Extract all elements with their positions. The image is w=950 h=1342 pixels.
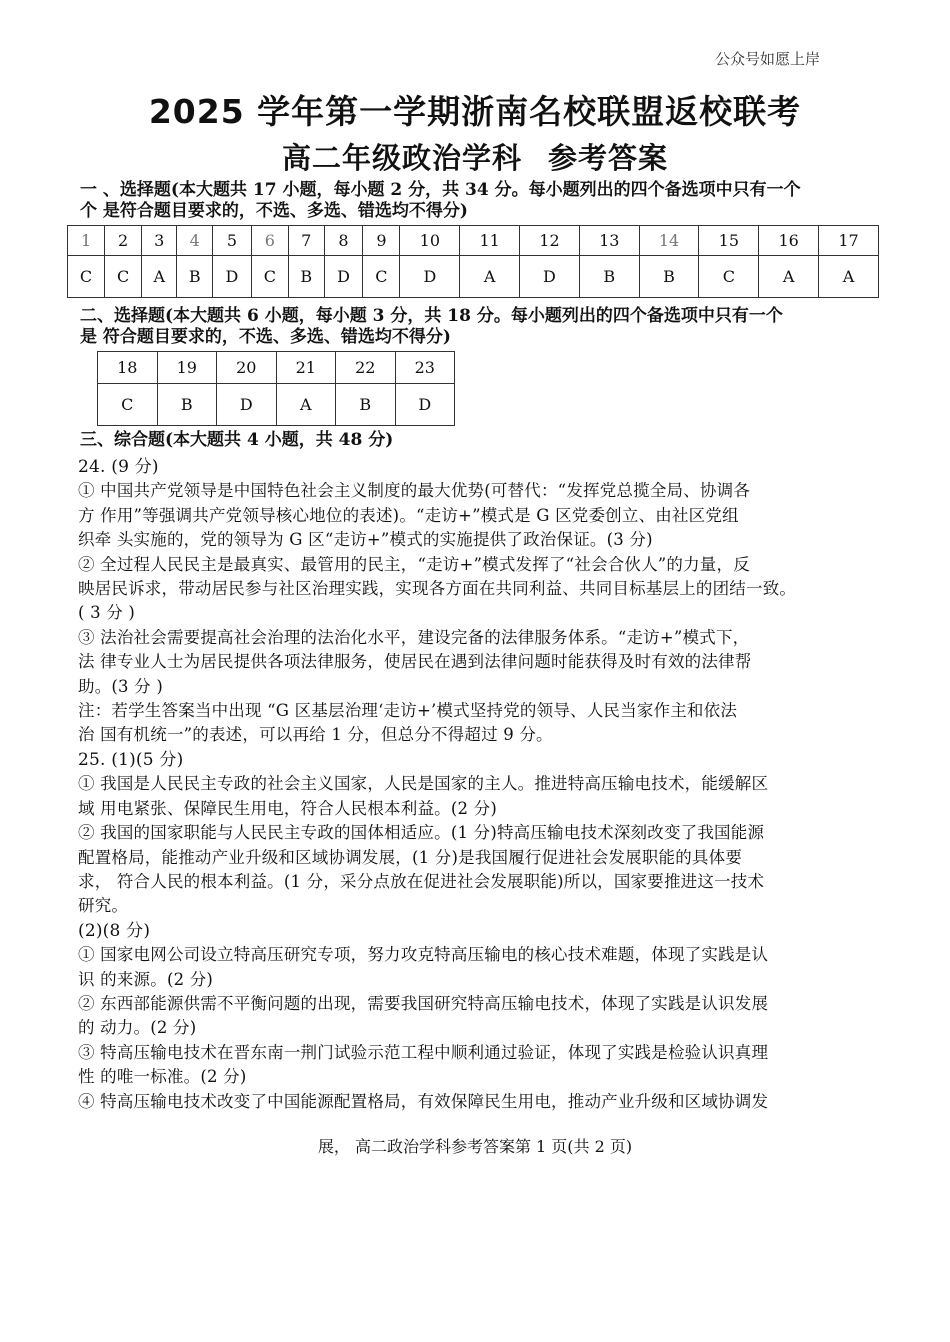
question-number-cell: 10: [400, 226, 460, 256]
section2-heading: [80, 306, 783, 348]
section1-answer-table: [67, 225, 879, 298]
answer-text-line: ① 我国是人民民主专政的社会主义国家，人民是国家的主人。推进特高压输电技术，能缓解区: [78, 774, 769, 794]
question-number-cell: 3: [142, 226, 177, 256]
section1-heading-line1: 一 、选择题(本大题共 17 小题，每小题 2 分，共 34 分。每小题列出的四个备选项中只有一个: [80, 180, 801, 200]
answer-text-line: 25. (1)(5 分): [78, 749, 184, 770]
answer-text-line: ② 东西部能源供需不平衡问题的出现，需要我国研究特高压输电技术，体现了实践是认识发展: [78, 993, 769, 1013]
answer-text-line: 研究。: [78, 896, 129, 916]
page-footer: 展， 高二政治学科参考答案第 1 页(共 2 页): [317, 1137, 633, 1156]
question-number-cell: 20: [217, 352, 277, 384]
answer-letter-cell: D: [324, 256, 363, 298]
answer-text-line: 映居民诉求，带动居民参与社区治理实践，实现各方面在共同利益、共同目标基层上的团结一致。: [78, 579, 797, 599]
answer-letter-cell: D: [400, 256, 460, 298]
question-number-cell: 1: [68, 226, 105, 256]
answer-text-line: ① 中国共产党领导是中国特色社会主义制度的最大优势(可替代：“发挥党总揽全局、协调各: [78, 481, 751, 501]
question-number-cell: 13: [579, 226, 639, 256]
answer-text-line: 治 国有机统一”的表述，可以再给 1 分，但总分不得超过 9 分。: [78, 725, 553, 745]
answer-letter-cell: B: [639, 256, 699, 298]
answer-text-line: ② 全过程人民民主是最真实、最管用的民主，“走访+”模式发挥了“社会合伙人”的力量，反: [78, 554, 750, 574]
answer-text-line: ③ 特高压输电技术在晋东南一荆门试验示范工程中顺利通过验证，体现了实践是检验认识真理: [78, 1042, 769, 1062]
answer-letter-cell: D: [213, 256, 252, 298]
answer-text-line: (2)(8 分): [78, 920, 151, 941]
answer-text-line: ② 我国的国家职能与人民民主专政的国体相适应。(1 分)特高压输电技术深刻改变了我国能源: [78, 823, 765, 843]
section3-body: [78, 455, 878, 1114]
watermark-text: 公众号如愿上岸: [714, 50, 820, 68]
answer-text-line: 识 的来源。(2 分): [78, 969, 214, 989]
answer-text-line: 方 作用”等强调共产党领导核心地位的表述)。“走访+”模式是 G 区党委创立、由社区党组: [78, 505, 739, 525]
answer-text-line: 织牵 头实施的，党的领导为 G 区“走访+”模式的实施提供了政治保证。(3 分): [78, 530, 653, 550]
question-number-cell: 19: [157, 352, 217, 384]
answer-text-line: 法 律专业人士为居民提供各项法律服务，使居民在遇到法律问题时能获得及时有效的法律帮: [78, 652, 752, 672]
question-number-cell: 6: [251, 226, 288, 256]
answer-text-line: ④ 特高压输电技术改变了中国能源配置格局，有效保障民生用电，推动产业升级和区域协调发: [78, 1091, 769, 1111]
question-number-cell: 15: [699, 226, 759, 256]
answer-text-line: 域 用电紧张、保障民生用电，符合人民根本利益。(2 分): [78, 798, 497, 818]
question-number-cell: 23: [395, 352, 455, 384]
question-number-cell: 17: [819, 226, 879, 256]
answer-letter-cell: C: [363, 256, 400, 298]
answer-letter-cell: A: [276, 384, 336, 426]
answer-text-line: 配置格局，能推动产业升级和区域协调发展，(1 分)是我国履行促进社会发展职能的具体要: [78, 847, 743, 867]
document-subtitle: [0, 136, 950, 177]
question-number-cell: 12: [520, 226, 580, 256]
answer-letter-cell: B: [288, 256, 324, 298]
answer-letter-cell: B: [177, 256, 213, 298]
question-number-cell: 21: [276, 352, 336, 384]
answer-text-line: ③ 法治社会需要提高社会治理的法治化水平，建设完备的法律服务体系。“走访+”模式下，: [78, 627, 750, 647]
answer-letter-cell: B: [579, 256, 639, 298]
subtitle-answer-key: 参考答案: [548, 141, 669, 175]
answer-letter-cell: A: [819, 256, 879, 298]
question-number-cell: 7: [288, 226, 324, 256]
answer-letter-cell: D: [395, 384, 455, 426]
question-number-cell: 18: [98, 352, 158, 384]
answer-letter-cell: A: [460, 256, 520, 298]
answer-text-line: 注：若学生答案当中出现 “G 区基层治理‘走访+’模式坚持党的领导、人民当家作主和依法: [78, 701, 738, 721]
question-number-cell: 11: [460, 226, 520, 256]
section3-heading: 三、综合题(本大题共 4 小题，共 48 分): [80, 430, 394, 450]
question-number-cell: 8: [324, 226, 363, 256]
answer-letter-cell: C: [98, 384, 158, 426]
answer-text-line: ① 国家电网公司设立特高压研究专项，努力攻克特高压输电的核心技术难题，体现了实践是认: [78, 945, 769, 965]
answer-text-line: 求， 符合人民的根本利益。(1 分，采分点放在促进社会发展职能)所以，国家要推进这一技术: [78, 871, 765, 891]
answer-letter-cell: A: [759, 256, 819, 298]
question-number-cell: 5: [213, 226, 252, 256]
answer-letter-cell: C: [68, 256, 105, 298]
question-number-cell: 9: [363, 226, 400, 256]
question-number-cell: 22: [336, 352, 396, 384]
answer-text-line: 助。(3 分 ): [78, 676, 163, 696]
question-number-cell: 14: [639, 226, 699, 256]
answer-letter-cell: C: [105, 256, 142, 298]
answer-letter-cell: B: [157, 384, 217, 426]
answer-letter-cell: C: [251, 256, 288, 298]
question-number-cell: 2: [105, 226, 142, 256]
section1-heading: [80, 180, 801, 222]
answer-letter-cell: B: [336, 384, 396, 426]
question-number-cell: 16: [759, 226, 819, 256]
answer-letter-cell: A: [142, 256, 177, 298]
section2-heading-line2: 是 符合题目要求的，不选、多选、错选均不得分): [80, 327, 451, 347]
answer-letter-cell: C: [699, 256, 759, 298]
section2-heading-line1: 二、选择题(本大题共 6 小题，每小题 3 分，共 18 分。每小题列出的四个备选项中只有一个: [80, 306, 783, 326]
answer-letter-cell: D: [520, 256, 580, 298]
question-number-cell: 4: [177, 226, 213, 256]
answer-text-line: 性 的唯一标准。(2 分): [78, 1067, 247, 1087]
document-title: 2025 学年第一学期浙南名校联盟返校联考: [148, 92, 802, 131]
answer-text-line: 的 动力。(2 分): [78, 1018, 197, 1038]
answer-letter-cell: D: [217, 384, 277, 426]
answer-text-line: 24. (9 分): [78, 457, 159, 477]
section2-answer-table: [97, 351, 455, 426]
section1-heading-line2: 个 是符合题目要求的，不选、多选、错选均不得分): [80, 201, 468, 221]
subtitle-subject: 高二年级政治学科: [281, 141, 522, 175]
answer-text-line: ( 3 分 ): [78, 603, 136, 623]
